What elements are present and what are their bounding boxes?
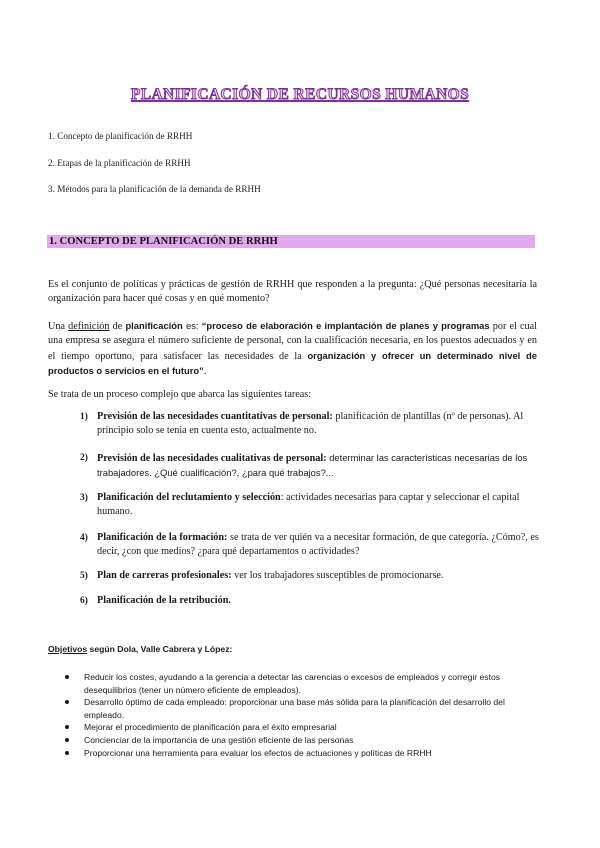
definition-quote-start: “proceso de elaboración e implantación de planes y programas bbox=[201, 320, 490, 331]
task-number: 5) bbox=[80, 571, 88, 581]
list-item bbox=[62, 734, 542, 747]
toc-item-2: 2. Etapas de la planificación de RRHH bbox=[48, 158, 191, 168]
objectives-label: Objetivos bbox=[48, 644, 88, 654]
objectives-heading bbox=[48, 644, 232, 654]
task-title: Planificación de la retribución. bbox=[97, 595, 231, 606]
document-title: PLANIFICACIÓN DE RECURSOS HUMANOS bbox=[130, 86, 470, 103]
task-title: Previsión de las necesidades cuantitativas de personal: bbox=[97, 411, 333, 422]
task-number: 2) bbox=[80, 453, 88, 463]
definition-quote-end: organización y ofrecer un determinado nivel de productos o servicios en el futuro” bbox=[48, 349, 538, 377]
task-text: planificación de plantillas (nº de personas). Al principio solo se tenia en cuenta esto, actualmente no. bbox=[97, 411, 524, 436]
objective-text: Desarrollo óptimo de cada empleado: proporcionar una base más sólida para la planificación del desarrollo del empleado. bbox=[84, 697, 505, 720]
task-item bbox=[80, 491, 540, 519]
definition-colon: es: bbox=[182, 320, 202, 331]
definition-paragraph bbox=[48, 319, 537, 380]
intro-paragraph: Es el conjunto de políticas y prácticas de gestión de RRHH que responden a la pregunta: ¿Qué personas necesitaría la organización para hacer qué cosas y en qué momento? bbox=[48, 279, 537, 305]
task-number: 3) bbox=[80, 493, 88, 503]
task-item bbox=[80, 410, 540, 438]
bullet-icon bbox=[65, 725, 69, 729]
task-item bbox=[80, 531, 540, 559]
definition-term: planificación bbox=[125, 320, 183, 331]
task-number: 1) bbox=[80, 412, 88, 422]
task-text: : actividades necesarias para captar y seleccionar el capital humano. bbox=[97, 492, 520, 517]
list-item bbox=[62, 721, 542, 734]
bullet-icon bbox=[65, 700, 69, 704]
task-text: ver los trabajadores susceptibles de promocionarse. bbox=[231, 570, 444, 581]
task-item bbox=[80, 594, 540, 608]
task-text: determinar las características necesarias de los trabajadores. ¿Qué cualificación?, ¿para qué trabajos?... bbox=[97, 452, 528, 478]
objective-text: Proporcionar una herramienta para evaluar los efectos de actuaciones y políticas de RRHH bbox=[84, 747, 432, 758]
objectives-source: según Dola, Valle Cabrera y López: bbox=[87, 644, 233, 654]
task-title: Plan de carreras profesionales: bbox=[97, 570, 232, 581]
objective-text: Mejorar el procedimiento de planificación para el éxito empresarial bbox=[84, 722, 337, 733]
objectives-list bbox=[62, 671, 542, 759]
task-title: Planificación de la formación: bbox=[97, 532, 228, 543]
task-title: Previsión de las necesidades cualitativas de personal: bbox=[97, 453, 327, 464]
bullet-icon bbox=[65, 675, 69, 679]
section-heading: 1. CONCEPTO DE PLANIFICACIÓN DE RRHH bbox=[49, 236, 278, 247]
bullet-icon bbox=[65, 738, 69, 742]
task-item bbox=[80, 569, 540, 583]
list-item bbox=[62, 696, 542, 721]
task-number: 4) bbox=[80, 533, 88, 543]
task-title: Planificación del reclutamiento y selección bbox=[97, 492, 281, 503]
task-text: se trata de ver quién va a necesitar formación, de que categoría. ¿Cómo?, es decir, ¿con que medios? ¿para qué departamentos o actividades? bbox=[97, 532, 539, 557]
definition-body: por el cual una empresa se asegura el número suficiente de personal, con la cualificación necesaria, en los puestos adecuados y en el tiempo oportuno, para satisfacer las necesidades de la bbox=[48, 321, 538, 362]
definition-prefix: Una bbox=[48, 321, 69, 332]
bullet-icon bbox=[65, 751, 69, 755]
task-item bbox=[80, 451, 540, 481]
toc-item-1: 1. Concepto de planificación de RRHH bbox=[48, 131, 193, 141]
task-number: 6) bbox=[80, 596, 88, 606]
objective-text: Reducir los costes, ayudando a la gerencia a detectar las carencias o excesos de empleados y corregir estos desequilibrios (tener un número eficiente de empleados). bbox=[84, 672, 501, 695]
list-item bbox=[62, 671, 542, 696]
definition-period: . bbox=[203, 366, 207, 378]
objective-text: Concienciar de la importancia de una gestión eficiente de las personas bbox=[84, 734, 354, 745]
toc-item-3: 3. Métodos para la planificación de la demanda de RRHH bbox=[48, 184, 261, 194]
list-item bbox=[62, 747, 542, 760]
definition-link-word: definición bbox=[68, 321, 110, 332]
definition-mid: de bbox=[109, 321, 126, 332]
tasks-intro: Se trata de un proceso complejo que abarca las siguientes tareas: bbox=[48, 389, 312, 400]
